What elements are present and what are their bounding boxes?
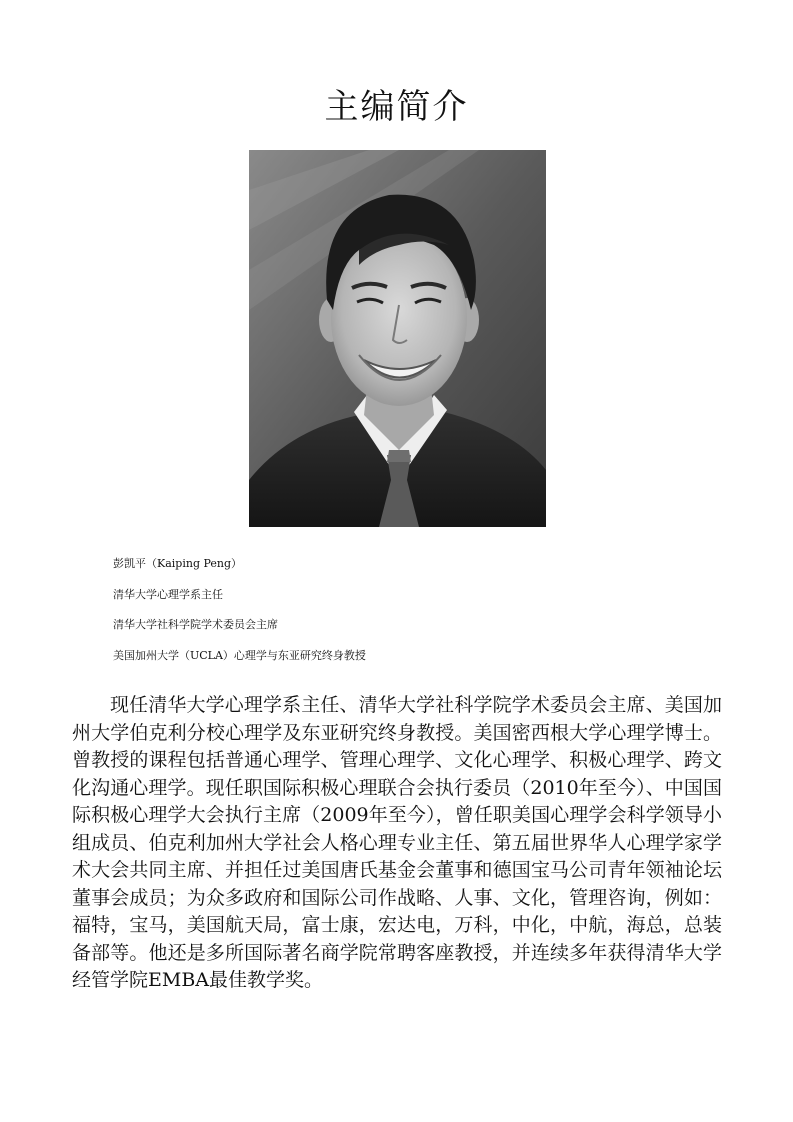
caption-position-3: 美国加州大学（UCLA）心理学与东亚研究终身教授 [113, 648, 366, 662]
bio-paragraph: 现任清华大学心理学系主任、清华大学社科学院学术委员会主席、美国加州大学伯克利分校心理学及东亚研究终身教授。美国密西根大学心理学博士。曾教授的课程包括普通心理学、管理心理学、文化心理学、积极心理学、跨文化沟通心理学。现任职国际积极心理联合会执行委员（2010年至今）、中国国际积极心理学大会执行主席（2009年至今），曾任职美国心理学会科学领导小组成员、伯克利加州大学社会人格心理专业主任、第五届世界华人心理学家学术大会共同主席、并担任过美国唐氏基金会董事和德国宝马公司青年领袖论坛董事会成员；为众多政府和国际公司作战略、人事、文化，管理咨询，例如：福特，宝马，美国航天局，富士康，宏达电，万科，中化，中航，海总，总装备部等。他还是多所国际著名商学院常聘客座教授，并连续多年获得清华大学经管学院EMBA最佳教学奖。 [72, 694, 722, 991]
caption-list [113, 556, 673, 678]
caption-position-1: 清华大学心理学系主任 [113, 587, 223, 601]
page-title: 主编简介 [324, 87, 469, 127]
portrait-photo [249, 150, 546, 527]
caption-position-2: 清华大学社科学院学术委员会主席 [113, 618, 278, 631]
caption-name: 彭凯平（Kaiping Peng） [113, 557, 243, 570]
